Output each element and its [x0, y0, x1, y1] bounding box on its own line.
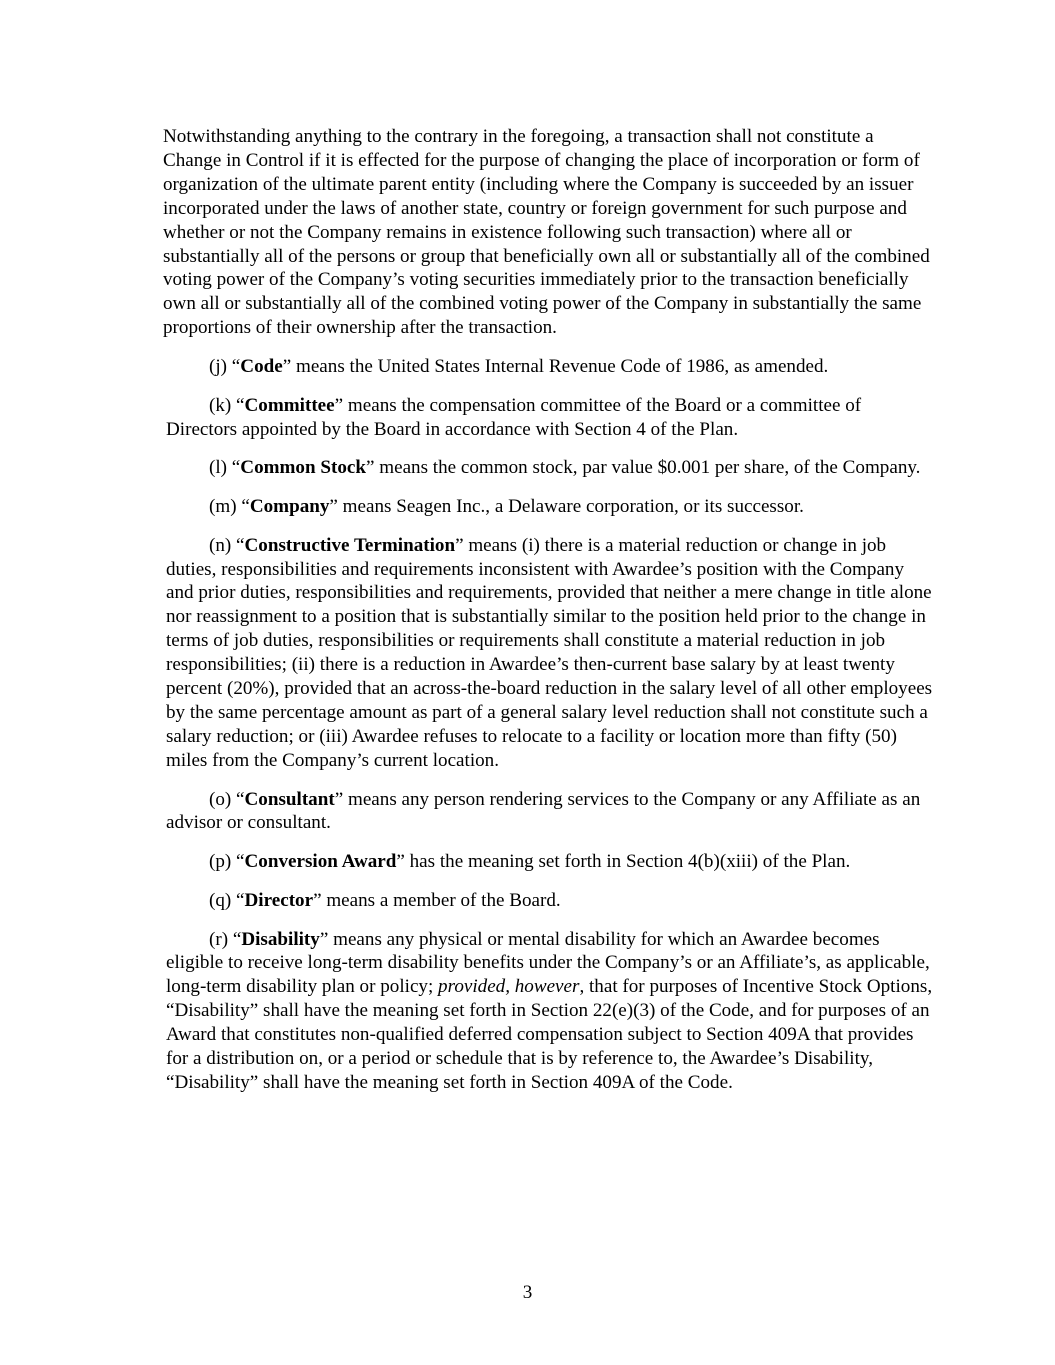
defined-term: Disability	[241, 928, 320, 950]
definition-text: ” means any person rendering services to the Company or any Affiliate as an advisor or consultant.	[166, 788, 921, 834]
defined-term: Constructive Termination	[244, 534, 456, 556]
definition-prefix: (l) “	[209, 457, 241, 479]
page-number: 3	[522, 1282, 533, 1303]
defined-term: Code	[240, 355, 283, 377]
defined-term: Conversion Award	[244, 851, 397, 873]
definition-text: ” means Seagen Inc., a Delaware corporation, or its successor.	[329, 495, 804, 517]
defined-term: Consultant	[244, 788, 335, 810]
definition-prefix: (r) “	[209, 928, 242, 950]
definition-company	[166, 495, 935, 519]
definition-prefix: (n) “	[209, 534, 245, 556]
definition-code	[166, 355, 935, 379]
definition-prefix: (o) “	[209, 788, 245, 810]
definition-text: ” means a member of the Board.	[313, 889, 561, 911]
defined-term: Director	[244, 889, 314, 911]
definition-emphasis: provided, however	[438, 976, 580, 998]
definition-prefix: (m) “	[209, 495, 250, 517]
definition-text: ” means the compensation committee of the Board or a committee of Directors appointed by the Board in accordance with Section 4 of the Plan.	[166, 394, 862, 440]
definition-text: ” means the United States Internal Revenue Code of 1986, as amended.	[282, 355, 829, 377]
definition-prefix: (k) “	[209, 394, 245, 416]
defined-term: Common Stock	[240, 457, 366, 479]
definition-text: ” has the meaning set forth in Section 4(b)(xiii) of the Plan.	[396, 851, 851, 873]
page-body	[163, 125, 935, 1110]
definition-prefix: (p) “	[209, 851, 245, 873]
paragraph-change-in-control-exception: Notwithstanding anything to the contrary in the foregoing, a transaction shall not constitute a Change in Control if it is effected for the purpose of changing the place of incorporation or form of organization of the ultimate parent entity (including where the Company is succeeded by an issuer incorporated under the laws of another state, country or foreign government for such purpose and whether or not the Company remains in existence following such transaction) where all or substantially all of the persons or group that beneficially own all or substantially all of the combined voting power of the Company’s voting securities immediately prior to the transaction beneficially own all or substantially all of the combined voting power of the Company in substantially the same proportions of their ownership after the transaction.	[163, 126, 930, 339]
definition-text: ” means the common stock, par value $0.001 per share, of the Company.	[366, 457, 921, 479]
definition-prefix: (q) “	[209, 889, 245, 911]
definition-conversion-award	[166, 850, 935, 874]
defined-term: Company	[249, 495, 330, 517]
definition-director	[166, 889, 935, 913]
definition-text-continued: , that for purposes of Incentive Stock Options, “Disability” shall have the meaning set forth in Section 22(e)(3) of the Code, and for purposes of an Award that constitutes non-qualified deferred compensation subject to Section 409A that provides for a distribution on, or a period or schedule that is by reference to, the Awardee’s Disability, “Disability” shall have the meaning set forth in Section 409A of the Code.	[166, 976, 933, 1093]
definition-constructive-termination	[166, 534, 935, 773]
definition-text: ” means any physical or mental disability for which an Awardee becomes eligible to receive long-term disability benefits under the Company’s or an Affiliate’s, as applicable, long-term disability plan or policy;	[166, 928, 930, 998]
definition-common-stock	[166, 456, 935, 480]
definition-text: ” means (i) there is a material reduction or change in job duties, responsibilities and requirements inconsistent with Awardee’s position with the Company and prior duties, responsibilities and requirements, provided that neither a mere change in title alone nor reassignment to a position that is substantially similar to the position held prior to the change in terms of job duties, responsibilities or requirements shall constitute a material reduction in job responsibilities; (ii) there is a reduction in Awardee’s then-current base salary by at least twenty percent (20%), provided that an across-the-board reduction in the salary level of all other employees by the same percentage amount as part of a general salary level reduction shall not constitute such a salary reduction; or (iii) Awardee refuses to relocate to a facility or location more than fifty (50) miles from the Company’s current location.	[166, 534, 933, 771]
definition-disability	[166, 928, 935, 1095]
definition-committee	[166, 394, 935, 442]
definition-consultant	[166, 788, 935, 836]
definition-prefix: (j) “	[209, 355, 241, 377]
defined-term: Committee	[244, 394, 335, 416]
